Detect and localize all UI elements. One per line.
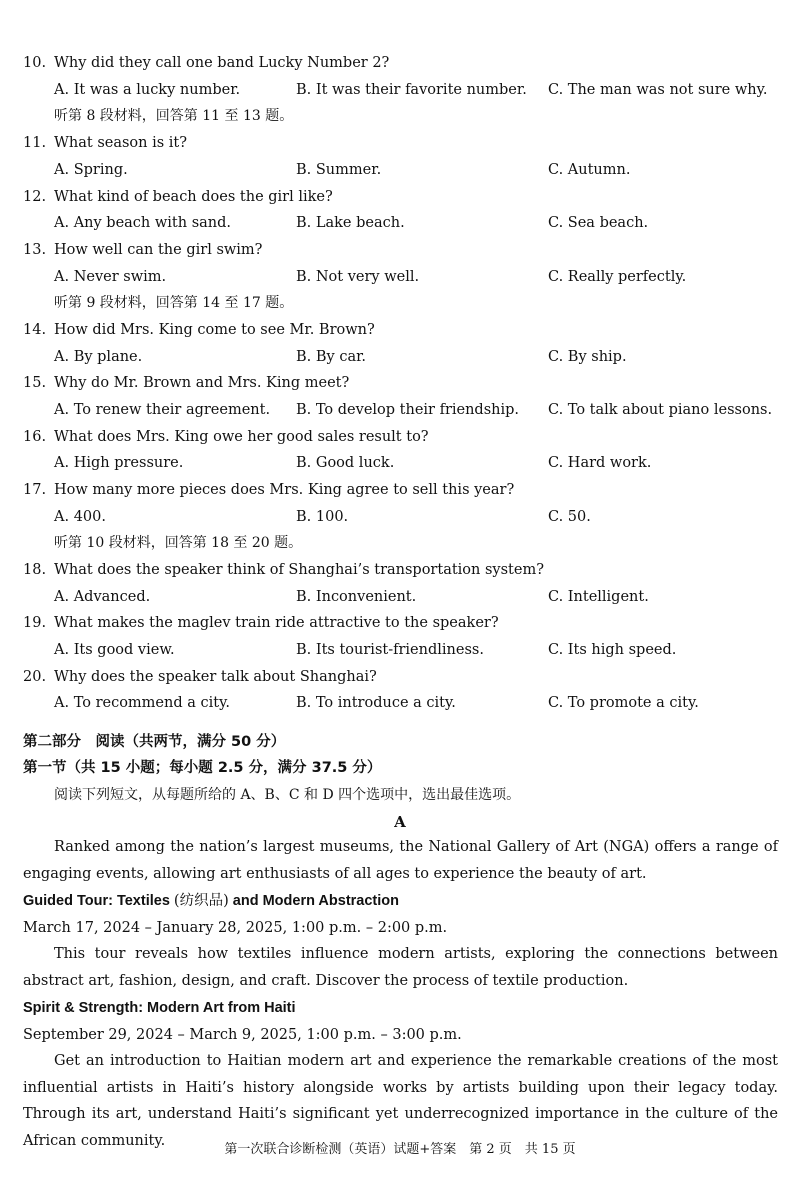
listening-note-9: 听第 9 段材料，回答第 14 至 17 题。 xyxy=(54,295,294,311)
question-19: 19. What makes the maglev train ride attractive to the speaker? xyxy=(23,615,499,631)
option-c: C. Intelligent. xyxy=(548,589,649,605)
option-a: A. High pressure. xyxy=(54,455,184,471)
passage-intro: Ranked among the nation’s largest museums, the National Gallery of Art (NGA) offers a range of engaging events, allowing art enthusiasts of all ages to experience the beauty of art. xyxy=(23,839,778,882)
page-footer: 第一次联合诊断检测（英语）试题+答案 第 2 页 共 15 页 xyxy=(224,1142,576,1157)
option-a: A. To recommend a city. xyxy=(54,695,230,711)
option-c: C. 50. xyxy=(548,509,591,525)
option-a: A. Any beach with sand. xyxy=(54,215,232,231)
option-a: A. It was a lucky number. xyxy=(54,82,241,98)
option-a: A. Spring. xyxy=(54,162,128,178)
option-b: B. 100. xyxy=(296,509,349,525)
option-a: A. 400. xyxy=(54,509,106,525)
section-title: 第二部分 阅读（共两节，满分 50 分） xyxy=(23,734,286,750)
option-a: A. Never swim. xyxy=(54,269,167,285)
event-description: Get an introduction to Haitian modern art and experience the remarkable creations of the most influential artists in Haiti’s history alongside works by artists building upon their legacy today. Through its art, understand Haiti’s significant yet underrecognized importance in the culture of the African community. xyxy=(23,1053,778,1149)
event-date: September 29, 2024 – March 9, 2025, 1:00 p.m. – 3:00 p.m. xyxy=(23,1027,462,1043)
option-b: B. To introduce a city. xyxy=(296,695,456,711)
option-c: C. Hard work. xyxy=(548,455,652,471)
option-c: C. Really perfectly. xyxy=(548,269,687,285)
question-17: 17. How many more pieces does Mrs. King agree to sell this year? xyxy=(23,482,515,498)
option-c: C. Its high speed. xyxy=(548,642,677,658)
option-b: B. Lake beach. xyxy=(296,215,405,231)
option-c: C. By ship. xyxy=(548,349,627,365)
question-15: 15. Why do Mr. Brown and Mrs. King meet? xyxy=(23,375,350,391)
question-16: 16. What does Mrs. King owe her good sales result to? xyxy=(23,429,429,445)
listening-note-8: 听第 8 段材料，回答第 11 至 13 题。 xyxy=(54,108,294,124)
option-c: C. To talk about piano lessons. xyxy=(548,402,773,418)
option-b: B. Summer. xyxy=(296,162,382,178)
question-18: 18. What does the speaker think of Shanghai’s transportation system? xyxy=(23,562,544,578)
listening-note-10: 听第 10 段材料，回答第 18 至 20 题。 xyxy=(54,535,303,551)
option-a: A. By plane. xyxy=(54,349,143,365)
option-c: C. To promote a city. xyxy=(548,695,699,711)
option-b: B. It was their favorite number. xyxy=(296,82,527,98)
option-c: C. Autumn. xyxy=(548,162,631,178)
option-b: B. By car. xyxy=(296,349,367,365)
option-a: A. To renew their agreement. xyxy=(54,402,271,418)
question-11: 11. What season is it? xyxy=(23,135,188,151)
question-13: 13. How well can the girl swim? xyxy=(23,242,263,258)
event-title: Spirit & Strength: Modern Art from Haiti xyxy=(23,1000,296,1016)
reading-instruction: 阅读下列短文，从每题所给的 A、B、C 和 D 四个选项中，选出最佳选项。 xyxy=(54,787,521,803)
question-20: 20. Why does the speaker talk about Shanghai? xyxy=(23,669,377,685)
question-12: 12. What kind of beach does the girl like? xyxy=(23,189,333,205)
event-date: March 17, 2024 – January 28, 2025, 1:00 p.m. – 2:00 p.m. xyxy=(23,920,448,936)
question-14: 14. How did Mrs. King come to see Mr. Brown? xyxy=(23,322,375,338)
option-c: C. Sea beach. xyxy=(548,215,649,231)
option-b: B. Not very well. xyxy=(296,269,420,285)
option-b: B. To develop their friendship. xyxy=(296,402,520,418)
option-c: C. The man was not sure why. xyxy=(548,82,768,98)
event-description: This tour reveals how textiles influence modern artists, exploring the connections between abstract art, fashion, design, and craft. Discover the process of textile production. xyxy=(23,946,778,989)
option-b: B. Inconvenient. xyxy=(296,589,417,605)
passage-letter: A xyxy=(394,813,406,831)
option-a: A. Its good view. xyxy=(54,642,175,658)
option-b: B. Good luck. xyxy=(296,455,395,471)
option-b: B. Its tourist-friendliness. xyxy=(296,642,484,658)
subsection-title: 第一节（共 15 小题；每小题 2.5 分，满分 37.5 分） xyxy=(23,760,382,776)
option-a: A. Advanced. xyxy=(54,589,151,605)
question-10: 10. Why did they call one band Lucky Number 2? xyxy=(23,55,390,71)
event-title: Guided Tour: Textiles (纺织品) and Modern Abstraction xyxy=(23,893,400,909)
